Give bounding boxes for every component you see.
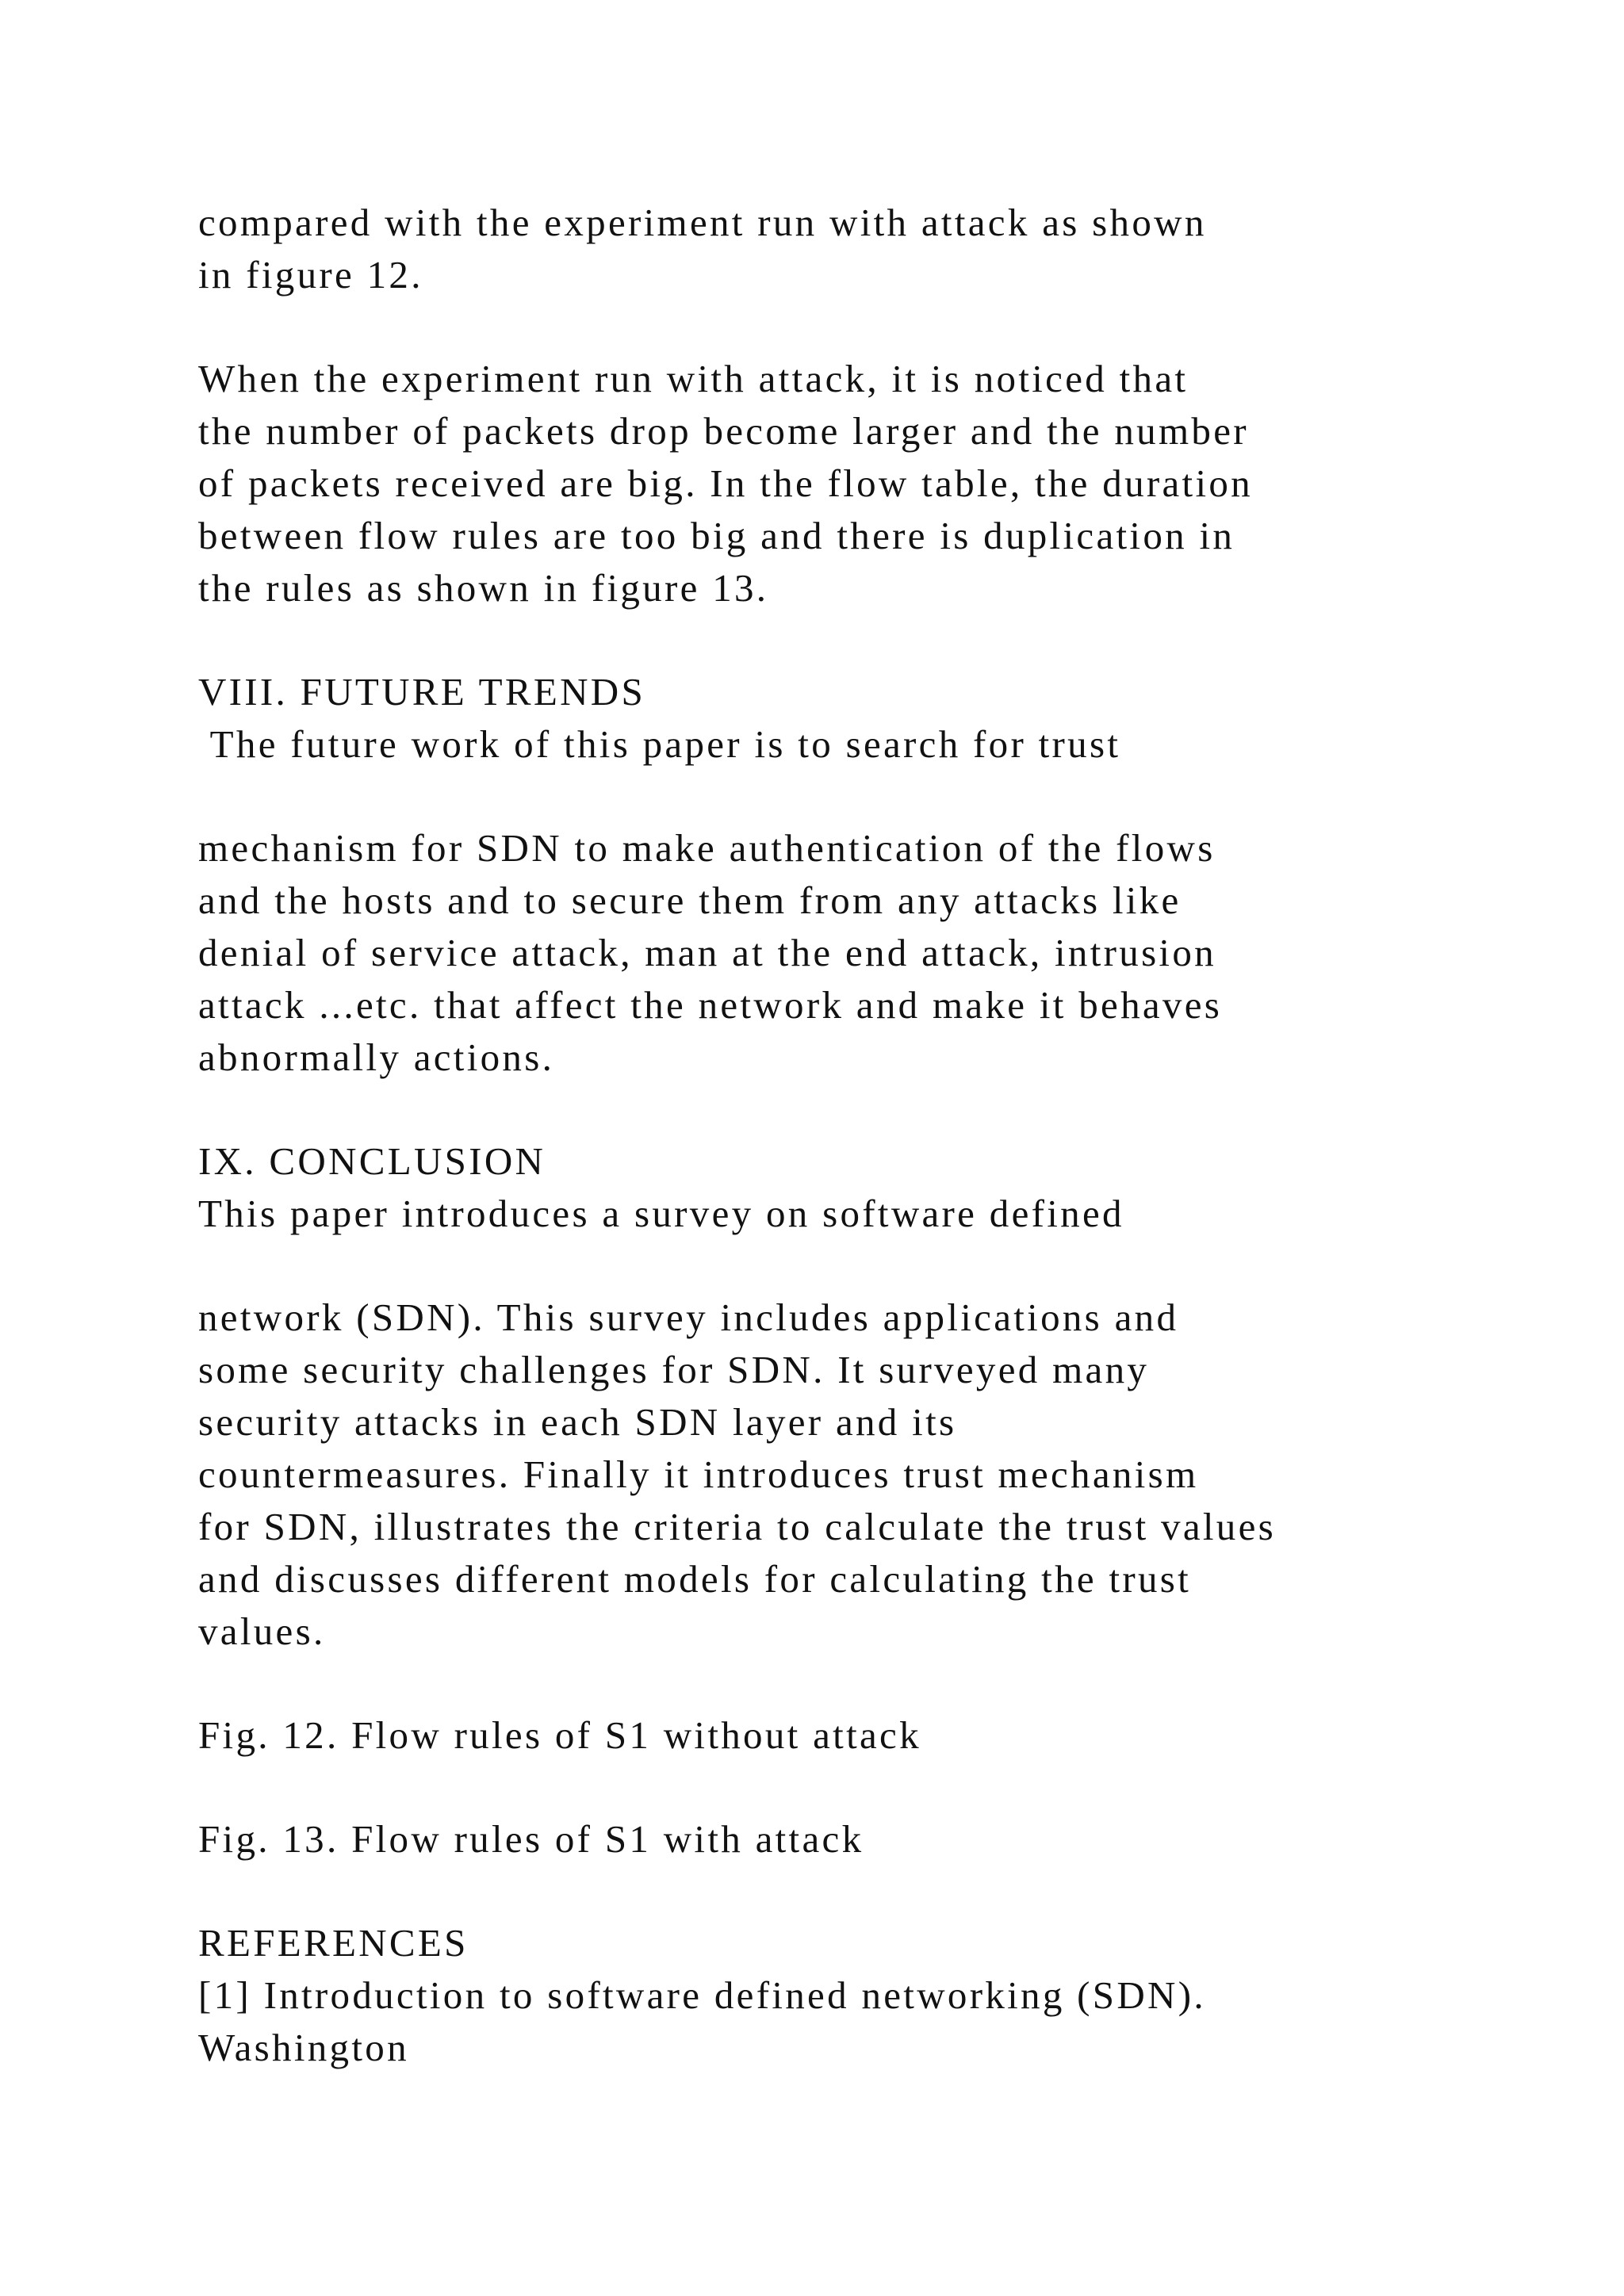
body-text-line: The future work of this paper is to search for trust [198, 722, 1121, 766]
reference-item-continuation: Washington [198, 2026, 409, 2069]
section-heading-references: REFERENCES [198, 1921, 469, 1965]
body-text-line: This paper introduces a survey on software defined [198, 1192, 1124, 1235]
section-heading-conclusion: IX. CONCLUSION [198, 1139, 546, 1183]
body-text-line: for SDN, illustrates the criteria to calculate the trust values [198, 1505, 1277, 1548]
body-text-line: values. [198, 1609, 326, 1653]
figure-caption-13: Fig. 13. Flow rules of S1 with attack [198, 1817, 864, 1861]
body-text-line: security attacks in each SDN layer and its [198, 1400, 957, 1444]
body-text-line: attack ...etc. that affect the network and make it behaves [198, 983, 1223, 1027]
body-text-line: and the hosts and to secure them from any attacks like [198, 878, 1182, 922]
body-text-line: abnormally actions. [198, 1035, 555, 1079]
body-text-line: in figure 12. [198, 253, 423, 297]
body-text-line: and discusses different models for calculating the trust [198, 1557, 1192, 1601]
body-text-line: countermeasures. Finally it introduces trust mechanism [198, 1452, 1199, 1496]
body-text-line: of packets received are big. In the flow table, the duration [198, 461, 1253, 505]
reference-item: [1] Introduction to software defined networking (SDN). [198, 1973, 1206, 2017]
section-heading-future-trends: VIII. FUTURE TRENDS [198, 670, 646, 714]
body-text-line: mechanism for SDN to make authentication of the flows [198, 826, 1216, 870]
body-text-line: network (SDN). This survey includes applications and [198, 1295, 1179, 1339]
body-text-line: the rules as shown in figure 13. [198, 566, 769, 610]
body-text-line: denial of service attack, man at the end attack, intrusion [198, 931, 1216, 974]
body-text-line: When the experiment run with attack, it is noticed that [198, 357, 1189, 400]
body-text-line: compared with the experiment run with attack as shown [198, 201, 1207, 244]
figure-caption-12: Fig. 12. Flow rules of S1 without attack [198, 1713, 921, 1757]
body-text-line: some security challenges for SDN. It surveyed many [198, 1348, 1150, 1391]
body-text-line: the number of packets drop become larger and the number [198, 409, 1249, 453]
body-text-line: between flow rules are too big and there is duplication in [198, 514, 1235, 557]
